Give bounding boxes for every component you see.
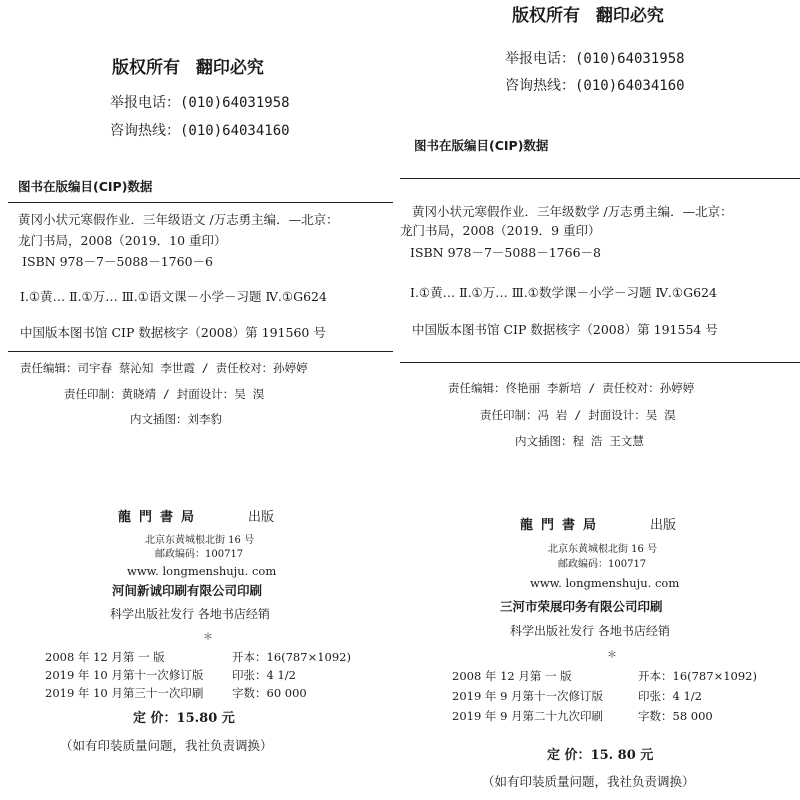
word-count: 字数：60 000 [232,686,307,700]
publisher-address: 北京东黄城根北街 16 号 [145,535,255,546]
edition-revised: 2019 年 10 月第十一次修订版 [45,668,204,682]
classification: Ⅰ.①黄… Ⅱ.①万… Ⅲ.①数学课－小学－习题 Ⅳ.①G624 [410,285,717,300]
separator-star: ＊ [203,632,213,643]
printing-credits: 责任印制：冯 岩 / 封面设计：吴 淏 [480,408,676,422]
cip-bottom-rule [8,351,393,352]
website: www. longmenshuju. com [530,576,680,590]
postcode: 邮政编码：100717 [558,559,647,570]
cip-publisher-line: 龙门书局，2008（2019．10 重印） [18,233,227,248]
sheet-count: 印张：4 1/2 [638,689,702,703]
website: www. longmenshuju. com [127,564,277,578]
separator-star: ＊ [607,650,617,661]
copyright-notice: 版权所有 翻印必究 [112,58,264,78]
copyright-notice: 版权所有 翻印必究 [512,6,664,26]
cip-heading: 图书在版编目(CIP)数据 [18,179,153,194]
illustration-credits: 内文插图：程 浩 王文慧 [515,434,644,448]
cip-heading: 图书在版编目(CIP)数据 [414,138,549,153]
publisher-suffix: 出版 [650,518,677,533]
price: 定 价：15.80 元 [133,711,235,726]
quality-note: （如有印装质量问题，我社负责调换） [482,774,695,789]
cip-title-line: 黄冈小状元寒假作业．三年级数学 /万志勇主编．—北京： [412,204,733,219]
word-count: 字数：58 000 [638,709,713,723]
distributor: 科学出版社发行 各地书店经销 [110,607,270,621]
edition-first: 2008 年 12 月第 一 版 [45,650,165,664]
printer: 三河市荣展印务有限公司印刷 [500,599,663,614]
right-copyright-page [400,0,800,800]
classification: Ⅰ.①黄… Ⅱ.①万… Ⅲ.①语文课－小学－习题 Ⅳ.①G624 [20,289,327,304]
edition-printing: 2019 年 10 月第三十一次印刷 [45,686,204,700]
illustration-credits: 内文插图：刘李豹 [130,412,222,426]
publisher-suffix: 出版 [248,510,275,525]
cip-number: 中国版本图书馆 CIP 数据核字（2008）第 191560 号 [20,325,326,340]
postcode: 邮政编码：100717 [155,549,244,560]
publisher-logo: 龍門書局 [520,518,605,533]
cip-bottom-rule [400,362,800,363]
edition-revised: 2019 年 9 月第十一次修订版 [452,689,604,703]
printer: 河间新诚印刷有限公司印刷 [112,583,263,598]
cip-publisher-line: 龙门书局，2008（2019．9 重印） [400,223,601,238]
cip-number: 中国版本图书馆 CIP 数据核字（2008）第 191554 号 [412,322,718,337]
edition-first: 2008 年 12 月第 一 版 [452,669,572,683]
cip-top-rule [8,202,393,203]
report-phone: 举报电话：(010)64031958 [505,51,685,67]
distributor: 科学出版社发行 各地书店经销 [510,624,670,638]
cip-top-rule [400,178,800,179]
format-spec: 开本：16(787×1092) [232,650,351,664]
edition-printing: 2019 年 9 月第二十九次印刷 [452,709,604,723]
quality-note: （如有印装质量问题，我社负责调换） [60,738,273,753]
editor-credits: 责任编辑：佟艳丽 李新培 / 责任校对：孙婷婷 [448,381,695,395]
isbn: ISBN 978－7－5088－1760－6 [22,254,213,269]
publisher-logo: 龍門書局 [118,510,203,525]
price: 定 价：15. 80 元 [547,748,654,763]
sheet-count: 印张：4 1/2 [232,668,296,682]
publisher-address: 北京东黄城根北街 16 号 [548,544,658,555]
consult-hotline: 咨询热线：(010)64034160 [110,123,290,139]
editor-credits: 责任编辑：司宇春 蔡沁知 李世霞 / 责任校对：孙婷婷 [20,361,308,375]
report-phone: 举报电话：(010)64031958 [110,95,290,111]
isbn: ISBN 978－7－5088－1766－8 [410,245,601,260]
cip-title-line: 黄冈小状元寒假作业．三年级语文 /万志勇主编．—北京： [18,212,339,227]
format-spec: 开本：16(787×1092) [638,669,757,683]
consult-hotline: 咨询热线：(010)64034160 [505,78,685,94]
printing-credits: 责任印制：黄晓靖 / 封面设计：吴 淏 [64,387,265,401]
